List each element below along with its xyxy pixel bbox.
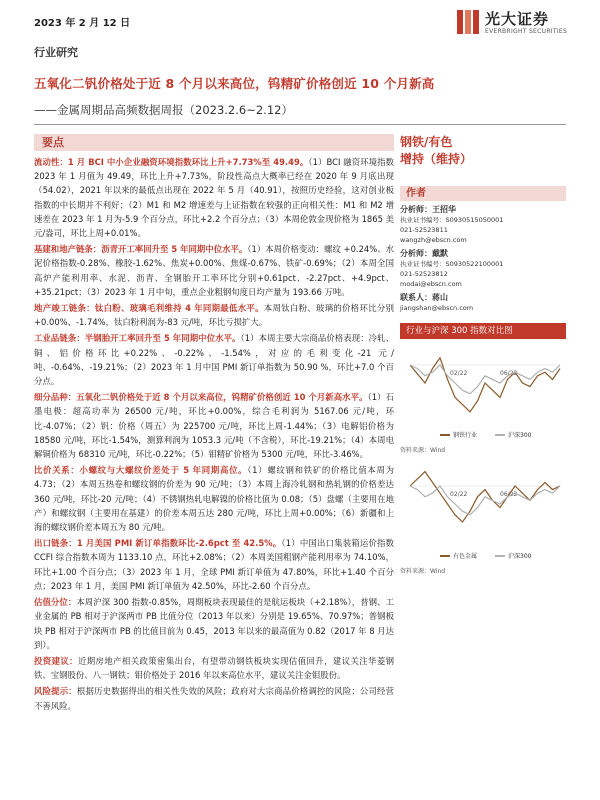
paragraph-text: 根据历史数据得出的相关性失效的风险；政府对大宗商品价格调控的风险；公司经营不善风险。 [34,686,395,711]
tick-label: 02/22 [450,491,468,498]
summary-paragraph [34,331,394,388]
summary-paragraph [34,155,394,240]
analyst-contact: 021-52523812 [400,270,448,278]
tick-label: 02/22 [450,370,468,377]
analyst-role: 分析师： [400,205,432,214]
legend-label: 钢铁行业 [453,432,478,439]
report-category: 行业研究 [34,46,78,59]
paragraph-highlight: 比价关系：小螺纹与大螺纹价差处于 5 年同期高位。 [34,465,248,476]
analyst-contact: wangzh@ebscn.com [400,236,467,244]
paragraph-text: 本周沪深 300 指数-0.85%，周期板块表现最佳的是航运板块（+2.18%），普钢、工业金属的 PB 相对于沪深两市 PB 比值分位（2013 年以来）分别是 19.65%、70.97%；普钢板块 PB 相对于沪深两市 PB 的比值目前为 0.45，2013 年以来的最高值为 0.82（2017 年 8 月达到）。 [34,597,394,650]
logo-english-name: EVERBRIGHT SECURITIES [485,28,568,35]
analyst-list [400,205,566,313]
logo-mark-icon [455,8,481,36]
paragraph-text: （1）BCI 融资环境指数 2023 年 1 月值为 49.49，环比上升+7.73%，阶段性高点大概率已经在 2020 年 9 月底出现（54.02），2021 年以来的最低点出现在 2022 年 5 月（40.91），按照历史经验，这对创业板指数的中长期并不利好；（2）M1 和 M2 增速差与上证指数在较强的正向相关性：M1 和 M2 增速差在 2023 年 1 月为-5.9 个百分点，环比+2.2 个百分点；（3）本周伦敦金现价格为 1865 美元/盎司，环比上周+0.01%。 [34,157,394,239]
paragraph-text: （1）本周主要大宗商品价格表现：冷轧、铜、铝价格环比+0.22%、-0.22%、-1.54%，对应的毛利变化-21 元/吨、-0.64%、-19.21%；（2）2023 年 1 月中国 PMI 新订单指数为 50.90 %，环比+7.0 个百分点。 [34,333,394,387]
paragraph-text: （1）螺纹钢和铁矿的价格比值本周为 4.73；（2）本周五热卷和螺纹钢的价差为 90 元/吨；（3）本周上海冷轧钢和热轧钢的价格差达 360 元/吨，环比-20 元/吨；（4）不锈钢热轧电解镍的价格比值为 0.08；（5）盘螺（主要用在地产）和螺纹钢（主要用在基建）的价差本周五达 280 元/吨，环比上周+0.00%；（6）新疆和上海的螺纹钢价差本周五为 80 元/吨。 [34,465,394,533]
paragraph-highlight: 流动性：1 月 BCI 中小企业融资环境指数环比上升+7.73%至 49.49。 [34,157,309,167]
paragraph-highlight: 工业品链条：半钢胎开工率回升至 5 年同期中位水平。 [34,333,241,344]
summary-paragraph [34,536,394,593]
chart-heading: 行业与沪深 300 指数对比图 [400,323,566,339]
summary-heading: 要点 [34,134,394,151]
rating: 增持（维持） [400,152,473,166]
summary-paragraph [34,595,394,652]
paragraph-text: （1）中国出口集装箱运价指数 CCFI 综合指数本周为 1133.10 点，环比+2.08%；（2）本周美国粗钢产能利用率为 74.10%，环比+1.00 个百分点；（3）2023 年 1 月，全球 PMI 新订单值为 47.80%，环比+1.40 个百分点；2023 年 1 月，美国 PMI 新订单值为 42.50%，环比-2.60 个百分点。 [34,538,394,591]
chart-svg [400,460,566,564]
paragraph-text: 近期房地产相关政策密集出台，有望带动钢铁板块实现估值回升，建议关注华菱钢铁、宝钢股份、八一钢铁；钼价格处于 2016 年以来高位水平，建议关注金钼股份。 [34,655,394,681]
summary-paragraph [34,654,394,682]
paragraph-highlight: 基建和地产链条：沥青开工率回升至 5 年同期中位水平。 [34,244,248,255]
analyst-entry [400,249,566,289]
legend-label: 沪深300 [508,553,532,560]
chart-2-source: 资料来源：Wind [400,568,446,575]
paragraph-highlight: 风险提示： [34,686,77,697]
author-heading: 作者 [400,186,566,201]
tick-label: 06/22 [500,370,518,377]
sector-name: 钢铁/有色 [400,135,453,149]
paragraph-highlight: 出口链条：1 月美国 PMI 新订单指数环比-2.6pct 至 42.5%。 [34,538,282,549]
analyst-contact: 执业证书编号：S0930515050001 [400,216,504,224]
analyst-contact: 执业证书编号：S0930522100001 [400,260,504,268]
analyst-name-line [400,293,566,303]
summary-column [34,134,394,794]
chart-2 [400,460,566,564]
analyst-name: 戴默 [432,249,448,258]
company-logo [455,6,575,40]
analyst-role: 联系人： [400,293,432,302]
analyst-contact: 021-52523811 [400,226,448,234]
chart-1-source: 资料来源：Wind [400,447,446,454]
analyst-contact: modai@ebscn.com [400,280,462,288]
legend-label: 沪深300 [508,432,532,439]
analyst-name-line [400,205,566,215]
paragraph-text: 本周钛白粉、玻璃的价格环比分别+0.00%、-1.74%，钛白粉利润为-83 元/吨，环比亏损扩大。 [34,303,394,328]
logo-name: 光大证券 [485,10,550,28]
tick-label: 06/22 [500,491,518,498]
analyst-name-line [400,249,566,259]
analyst-contact: jiangshan@ebscn.com [400,304,474,312]
analyst-name: 王招华 [432,205,456,214]
summary-paragraphs [34,155,394,713]
analyst-entry [400,293,566,313]
paragraph-text: （1）石墨电极：超高功率为 26500 元/吨，环比+0.00%，综合毛利润为 5167.06 元/吨，环比-4.07%；（2）钒：价格（周五）为 225700 元/吨，环比上周-1.44%；（3）电解铝价格为 18580 元/吨，环比-1.54%，测算利润为 1053.3 元/吨（不含税），环比-19.21%；（4）本周电解铜价格为 68310 元/吨，环比-0.22%；（5）钼精矿价格为 5300 元/吨，环比-3.46%。 [34,392,394,460]
legend-label: 有色金属 [453,553,478,560]
chart-1 [400,339,566,443]
summary-paragraph [34,242,394,299]
paragraph-highlight: 细分品种：五氧化二钒价格处于近 8 个月以来高位，钨精矿价格创近 10 个月新高水平。 [34,392,368,403]
analyst-entry [400,205,566,245]
paragraph-highlight: 估值分位： [34,597,77,608]
analyst-role: 分析师： [400,249,432,258]
paragraph-text: （1）本周价格变动：螺纹 +0.24%、水泥价格指数-0.28%、橡胶-1.62%、焦炭+0.00%、焦煤-0.67%、铁矿-0.69%；（2）本周全国高炉产能利用率、水泥、沥青、全钢胎开工率环比分别+0.61pct、-2.27pct、+4.9pct、+35.21pct；（3）2023 年 1 月中旬，重点企业粗钢旬度日均产量为 193.66 万吨。 [34,244,394,297]
chart-svg [400,339,566,443]
paragraph-highlight: 地产竣工链条：钛白粉、玻璃毛利维持 4 年同期最低水平。 [34,303,264,314]
series-line [410,358,560,412]
summary-paragraph [34,463,394,534]
sidebar [400,134,566,575]
title-divider [34,124,566,125]
summary-paragraph [34,684,394,712]
paragraph-highlight: 投资建议： [34,655,78,666]
report-subtitle: ——金属周期品高频数据周报（2023.2.6~2.12） [34,103,293,117]
analyst-name: 蒋山 [432,293,448,302]
report-date: 2023 年 2 月 12 日 [34,18,131,29]
report-title: 五氧化二钒价格处于近 8 个月以来高位，钨精矿价格创近 10 个月新高 [34,76,435,91]
summary-paragraph [34,301,394,329]
summary-paragraph [34,390,394,461]
